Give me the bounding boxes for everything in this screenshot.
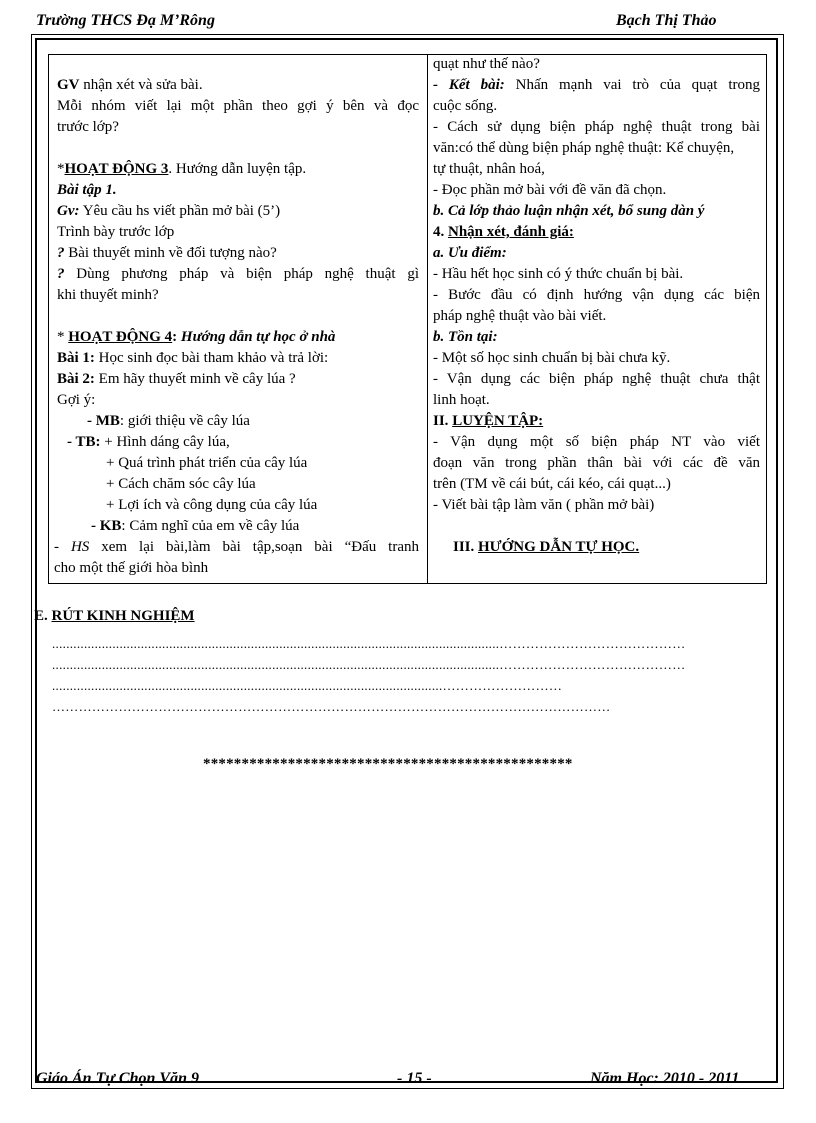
right-line-17: linh hoạt. [433,392,490,408]
tb-item-3: + Cách chăm sóc cây lúa [106,476,256,492]
header-school: Trường THCS Đạ M’Rông [36,12,215,29]
activity-4-heading [57,327,419,348]
question-mark: ? [57,266,65,282]
activity-3-desc: . Hướng dẫn luyện tập. [168,161,307,177]
conclusion-text: Nhấn mạnh vai trò của quạt trong [504,77,760,93]
footer-page-number: - 15 - [397,1070,432,1087]
question-2-line2: khi thuyết minh? [57,287,159,303]
gv-request-text: Yêu cầu hs viết phần mở bài (5’) [79,203,281,219]
tb-label: - TB: [67,434,101,450]
right-line-13: pháp nghệ thuật vào bài viết. [433,308,607,324]
right-line-19: - Vận dụng một số biện pháp NT vào viết [433,434,760,450]
tb-item-2: + Quá trình phát triển của cây lúa [106,455,308,471]
gv-request-label: Gv: [57,203,80,219]
self-study-heading [433,537,760,558]
activity-4-desc: Hướng dẫn tự học ở nhà [180,329,336,345]
exercise-1-label: Bài tập 1. [57,182,117,198]
right-column [433,54,760,558]
evaluation-title: Nhận xét, đánh giá: [448,224,574,240]
evaluation-number: 4. [433,224,448,240]
self-study-number: III. [453,539,479,555]
homework-line1 [54,537,419,558]
right-line-4: - Cách sử dụng biện pháp nghệ thuật trong bài [433,119,760,135]
hint-label: Gợi ý: [57,392,96,408]
mb-line [57,411,419,432]
tb-item-4: + Lợi ích và công dụng của cây lúa [106,497,318,513]
kb-line [57,516,419,537]
right-line-1: quạt như thế nào? [433,56,540,72]
present-line: Trình bày trước lớp [57,224,175,240]
section-e-title: RÚT KINH NGHIỆM [51,608,195,624]
notes-line-3: ..............................................................................................................……………………… [52,678,563,693]
left-line-3: trước lớp? [57,119,119,135]
gv-text: nhận xét và sửa bài. [79,77,203,93]
question-mark: ? [57,245,65,261]
mb-text: : giới thiệu về cây lúa [119,413,250,429]
activity-4-colon: : [172,329,181,345]
homework-line2: cho một thế giới hòa bình [54,560,209,576]
homework-text: xem lại bài,làm bài tập,soạn bài “Đấu tranh [89,539,419,555]
right-line-6: tự thuật, nhân hoá, [433,161,545,177]
conclusion-label: - Kết bài: [433,77,505,93]
activity-4-title: HOẠT ĐỘNG 4 [68,329,173,345]
activity-3-star: * [57,161,65,177]
bai-1-label: Bài 1: [57,350,95,366]
bai-2-label: Bài 2: [57,371,95,387]
conclusion-line [433,75,760,96]
self-study-title: HƯỚNG DẪN TỰ HỌC. [478,539,640,555]
practice-title: LUYỆN TẬP: [452,413,544,429]
notes-line-2: ..............................................................................................................................…………………………………… [52,657,686,672]
left-line-2: Mỗi nhóm viết lại một phần theo gợi ý bên và đọc [57,98,419,114]
activity-4-star: * [57,329,69,345]
question-2-text: Dùng phương pháp và biện pháp nghệ thuật gì [64,266,419,282]
right-line-7: - Đọc phần mở bài với đề văn đã chọn. [433,182,667,198]
activity-3-heading [57,159,419,180]
bai-2-line [57,369,419,390]
tb-line [57,432,419,453]
tb-text: + Hình dáng cây lúa, [100,434,230,450]
right-line-3: cuộc sống. [433,98,498,114]
header-author: Bạch Thị Thảo [616,12,717,29]
separator-stars: ************************************************ [203,756,573,772]
table-column-divider [427,54,428,584]
question-1 [57,243,419,264]
notes-line-1: ..............................................................................................................................…………………………………… [52,636,686,651]
right-line-12: - Bước đầu có định hướng vận dụng các biện [433,287,760,303]
strengths-label: a. Ưu điểm: [433,245,507,261]
gv-request-line [57,201,419,222]
notes-line-4: ……………………………………………………………………………………………………………… [52,699,611,714]
activity-3-title: HOẠT ĐỘNG 3 [64,161,169,177]
evaluation-heading [433,222,760,243]
gv-label: GV [57,77,80,93]
right-line-16: - Vận dụng các biện pháp nghệ thuật chưa thật [433,371,760,387]
question-1-text: Bài thuyết minh về đối tượng nào? [64,245,277,261]
practice-heading [433,411,760,432]
right-line-11: - Hầu hết học sinh có ý thức chuẩn bị bài. [433,266,684,282]
homework-hs: HS [70,539,90,555]
kb-label: - KB [91,518,122,534]
left-column [54,54,419,579]
right-line-15: - Một số học sinh chuẩn bị bài chưa kỹ. [433,350,671,366]
practice-number: II. [433,413,453,429]
right-line-22: - Viết bài tập làm văn ( phần mở bài) [433,497,655,513]
question-2-line1 [57,264,419,285]
right-line-20: đoạn văn trong phần thân bài với các đề văn [433,455,760,471]
bai-1-line [57,348,419,369]
class-discussion: b. Cả lớp thảo luận nhận xét, bổ sung dàn ý [433,203,705,219]
kb-text: : Cảm nghĩ của em về cây lúa [121,518,300,534]
footer-title: Giáo Án Tự Chọn Văn 9 [36,1070,199,1087]
left-line-gv [57,75,419,96]
right-line-5: văn:có thể dùng biện pháp nghệ thuật: Kể chuyện, [433,140,735,156]
bai-1-text: Học sinh đọc bài tham khảo và trả lời: [94,350,329,366]
section-e-prefix: E. [34,608,52,624]
footer-school-year: Năm Học: 2010 - 2011 [590,1070,740,1087]
right-line-21: trên (TM về cái bút, cái kéo, cái quạt...) [433,476,671,492]
bai-2-text: Em hãy thuyết minh về cây lúa ? [94,371,296,387]
section-e-heading [34,608,195,625]
mb-label: - MB [87,413,120,429]
homework-dash: - [54,539,71,555]
weaknesses-label: b. Tồn tại: [433,329,498,345]
